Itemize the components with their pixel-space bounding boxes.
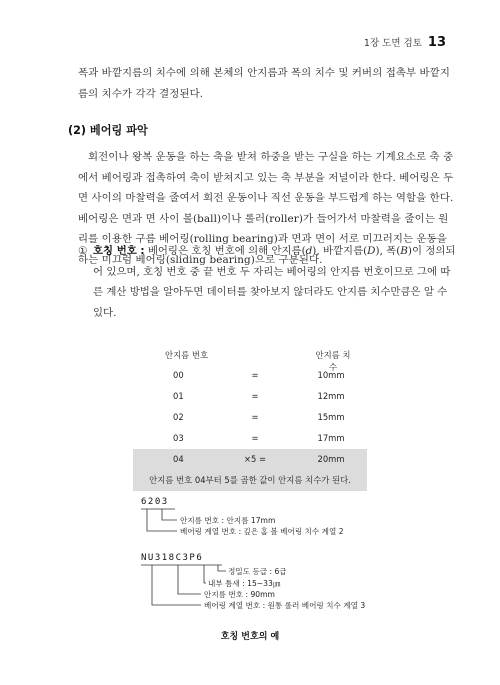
table-cell-size: 20mm xyxy=(317,454,345,464)
intro-paragraph: 폭과 바깥지름의 치수에 의해 본체의 안지름과 폭의 치수 및 커버의 접촉부 바깥지름의 치수가 각각 결정된다. xyxy=(78,67,450,100)
table-cell-size: 12mm xyxy=(317,391,345,401)
table-cell-size: 10mm xyxy=(317,370,345,380)
list-item-number: ① xyxy=(78,245,88,257)
table-cell-num: 03 xyxy=(173,433,184,443)
example-nu318c3p6-label-bore: 안지름 번호 : 90mm xyxy=(204,590,275,599)
list-item-text: 베어링은 호칭 번호에 의해 안지름( xyxy=(144,245,306,257)
code-6203: 6203 xyxy=(141,497,169,507)
table-cell-op: = xyxy=(251,433,259,443)
list-item-text: ), 바깥지름( xyxy=(312,245,368,257)
table-cell-op: ×5 = xyxy=(243,454,267,464)
symbol-B: B xyxy=(400,245,408,257)
example-nu318c3p6-label-precision: 정밀도 등급 : 6급 xyxy=(228,567,287,576)
table-cell-num: 04 xyxy=(173,454,184,464)
table-header: 안지름 치수 xyxy=(315,350,351,372)
symbol-d: d xyxy=(305,245,313,257)
table-cell-size: 15mm xyxy=(317,412,345,422)
code-nu318c3p6: NU318C3P6 xyxy=(141,553,204,563)
table-cell-op: = xyxy=(251,412,259,422)
table-cell-op: = xyxy=(251,391,259,401)
list-item-title: 호칭 번호 : xyxy=(93,245,145,257)
symbol-D: D xyxy=(367,245,376,257)
figure-caption: 호칭 번호의 예 xyxy=(220,632,280,642)
table-cell-num: 00 xyxy=(173,370,184,380)
table-cell-num: 01 xyxy=(173,391,184,401)
list-item-text: ), 폭( xyxy=(375,245,401,257)
example-6203-label-series: 베어링 계열 번호 : 깊은 홈 볼 베어링 치수 계열 2 xyxy=(180,527,344,536)
example-nu318c3p6-label-series: 베어링 계열 번호 : 원통 롤러 베어링 치수 계열 3 xyxy=(204,601,366,610)
table-cell-num: 02 xyxy=(173,412,184,422)
table-header: 안지름 번호 xyxy=(165,350,209,360)
list-item-text: )이 정의되어 있으며, 호칭 번호 중 끝 번호 두 자리는 베어링의 안지름 번호이므로 그에 따른 계산 방법을 알아두면 데이터를 찾아보지 않더라도 안지름 치수만큼은 알 수 있다. xyxy=(93,245,456,319)
section-paragraph: 회전이나 왕복 운동을 하는 축을 받쳐 하중을 받는 구실을 하는 기계요소로 축 중에서 베어링과 접촉하여 축이 받쳐지고 있는 축 부분을 저널이라 한다. 베어링은 두 면 사이의 마찰력을 줄여서 회전 운동이나 직선 운동을 부드럽게 하는 역할을 한다. 베어링은 면과 면 사이 볼(ball)이나 롤러(roller)가 들어가서 마찰력을 줄이는 원리를 이용한 구름 베어링(rolling bearing)과 면과 면이 서로 미끄러지는 운동을 하는 미끄럼 베어링(sliding bearing)으로 구분된다. xyxy=(78,151,454,266)
example-nu318c3p6-label-clearance: 내부 틈새 : 15~33㎛ xyxy=(208,579,281,588)
table-cell-size: 17mm xyxy=(317,433,345,443)
table-cell-op: = xyxy=(251,370,259,380)
chapter-title: 1장 도면 검토 xyxy=(363,38,422,49)
table-note: 안지름 번호 04부터 5를 곱한 값이 안지름 치수가 된다. xyxy=(133,470,367,491)
example-6203-label-bore: 안지름 번호 : 안지름 17mm xyxy=(180,516,276,525)
section-heading: (2) 베어링 파악 xyxy=(68,124,148,137)
page-number: 13 xyxy=(427,35,446,50)
